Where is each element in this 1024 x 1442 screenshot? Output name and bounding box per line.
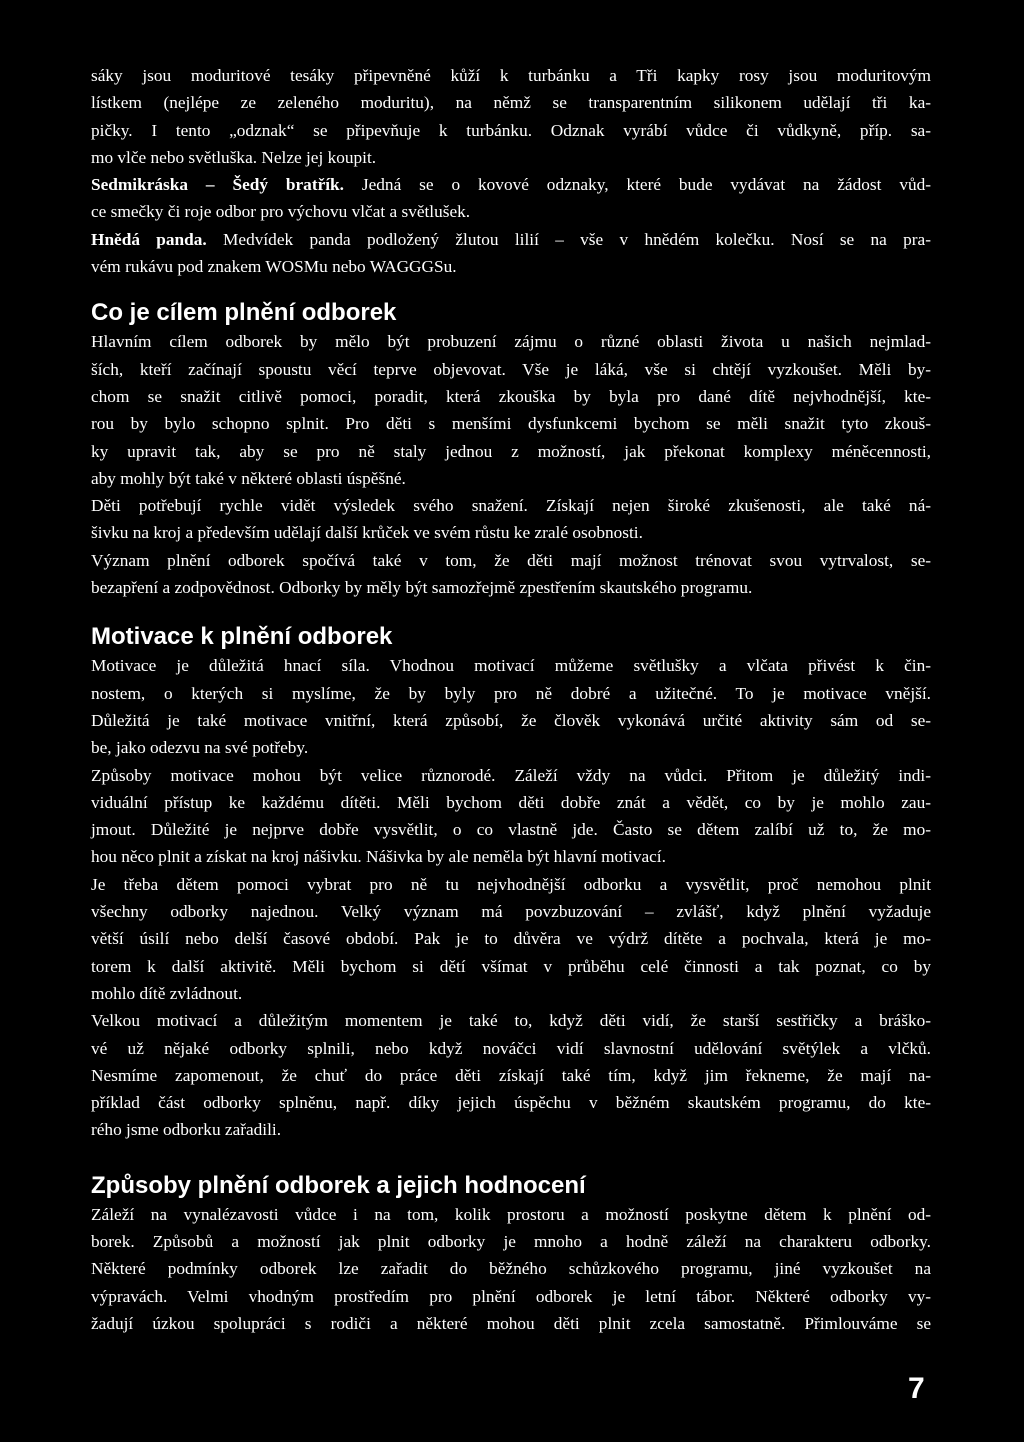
text-line: všechny odborky najednou. Velký význam má povzbuzování – zvlášť, když plnění vyžaduje — [91, 902, 931, 922]
text-line: ce smečky či roje odbor pro výchovu vlčat a světlušek. — [91, 202, 471, 222]
text-line: Děti potřebují rychle vidět výsledek svého snažení. Získají nejen široké zkušenosti, ale také ná- — [91, 496, 931, 516]
text-line: rého jsme odborku zařadili. — [91, 1120, 282, 1140]
text-line: vém rukávu pod znakem WOSMu nebo WAGGGSu. — [91, 257, 457, 277]
panda-text: Medvídek panda podložený žlutou lilií – vše v hnědém kolečku. Nosí se na pra- — [206, 229, 931, 249]
section-heading: Co je cílem plnění odborek — [91, 299, 397, 327]
text-line: aby mohly být také v některé oblasti úspěšné. — [91, 468, 406, 488]
panda-line — [91, 226, 931, 253]
text-line: Velkou motivací a důležitým momentem je také to, když děti vidí, že starší sestřičky a bráško- — [91, 1011, 931, 1031]
text-line: ky upravit tak, aby se pro ně staly jednou z možností, jak překonat komplexy méněcennosti, — [91, 441, 931, 461]
text-line: bezapření a zodpovědnost. Odborky by měly být samozřejmě zpestřením skautského programu. — [91, 578, 753, 598]
sedmikraska-line — [91, 171, 931, 198]
text-line: větší úsilí nebo delší časové období. Pak je to důvěra ve výdrž dítěte a pochvala, která je mo- — [91, 929, 931, 949]
text-line: žadují úzkou spolupráci s rodiči a některé mohou děti plnit zcela samostatně. Přimlouváme se — [91, 1313, 931, 1333]
text-line: vé už nějaké odborky splnili, nebo když nováčci vidí slavnostní udělování světýlek a vlčků. — [91, 1038, 931, 1058]
text-line: Motivace je důležitá hnací síla. Vhodnou motivací můžeme světlušky a vlčata přivést k čin- — [91, 656, 931, 676]
panda-term: Hnědá panda. — [91, 229, 207, 249]
text-line: šivku na kroj a především udělají další krůček ve svém růstu ke zralé osobnosti. — [91, 523, 643, 543]
text-line: borek. Způsobů a možností jak plnit odborky je mnoho a hodně záleží na charakteru odborky. — [91, 1231, 931, 1251]
text-line: Některé podmínky odborek lze zařadit do běžného schůzkového programu, jiné vyzkoušet na — [91, 1259, 931, 1279]
text-line: příklad část odborky splněnu, např. díky jejich úspěchu v běžném skautském programu, do kte- — [91, 1093, 931, 1113]
text-line: Záleží na vynalézavosti vůdce i na tom, kolik prostoru a možností poskytne dětem k plnění od- — [91, 1204, 931, 1224]
text-line: sáky jsou moduritové tesáky připevněné kůží k turbánku a Tři kapky rosy jsou moduritovým — [91, 66, 931, 85]
page-body — [91, 62, 931, 1337]
text-line: jmout. Důležité je nejprve dobře vysvětlit, o co vlastně jde. Často se dětem zalíbí už to, že mo- — [91, 820, 931, 840]
section-goals — [91, 298, 931, 601]
text-line: ších, kteří začínají spoustu věcí teprve objevovat. Vše je láká, vše si chtějí vyzkoušet. Měli by- — [91, 359, 931, 379]
text-line: pičky. I tento „odznak“ se připevňuje k turbánku. Odznak vyrábí vůdce či vůdkyně, příp. sa- — [91, 120, 931, 140]
text-line: Hlavním cílem odborek by mělo být probuzení zájmu o různé oblasti života u našich nejmlad- — [91, 332, 931, 352]
section-heading: Způsoby plnění odborek a jejich hodnocení — [91, 1171, 586, 1199]
text-line: mohlo dítě zvládnout. — [91, 983, 243, 1003]
section-motivation — [91, 622, 931, 1143]
text-line: chom se snažit citlivě pomoci, poradit, která zkouška by byla pro dané dítě nejvhodnější, kte- — [91, 386, 931, 406]
sedmikraska-text: Jedná se o kovové odznaky, které bude vydávat na žádost vůd- — [343, 175, 931, 195]
text-line: mo vlče nebo světluška. Nelze jej koupit. — [91, 147, 377, 167]
text-line: nostem, o kterých si myslíme, že by byly pro ně dobré a užitečné. To je motivace vnější. — [91, 683, 931, 703]
sedmikraska-term: Sedmikráska – Šedý bratřík. — [91, 175, 344, 195]
page-number: 7 — [908, 1372, 925, 1405]
text-line: hou něco plnit a získat na kroj nášivku. Nášivka by ale neměla být hlavní motivací. — [91, 847, 666, 867]
text-line: lístkem (nejlépe ze zeleného moduritu), na němž se transparentním silikonem udělají tři ka- — [91, 93, 931, 113]
text-line: Je třeba dětem pomoci vybrat pro ně tu nejvhodnější odborku a vysvětlit, proč nemohou plnit — [91, 874, 931, 894]
text-line: torem k další aktivitě. Měli bychom si dětí všímat v průběhu celé činnosti a tak poznat, co by — [91, 956, 931, 976]
section-heading: Motivace k plnění odborek — [91, 623, 393, 651]
text-line: rou by bylo schopno splnit. Pro děti s menšími dysfunkcemi bychom se měli snažit tyto zkouš- — [91, 414, 931, 434]
text-line: be, jako odezvu na své potřeby. — [91, 738, 309, 758]
text-line: výpravách. Velmi vhodným prostředím pro plnění odborek je letní tábor. Některé odborky vy- — [91, 1286, 931, 1306]
text-line: viduální přístup ke každému dítěti. Měli bychom děti dobře znát a vědět, co by je mohlo zau- — [91, 792, 931, 812]
intro-block — [91, 62, 931, 280]
text-line: Nesmíme zapomenout, že chuť do práce děti získají také tím, když jim řekneme, že mají na- — [91, 1065, 931, 1085]
text-line: Způsoby motivace mohou být velice různorodé. Záleží vždy na vůdci. Přitom je důležitý indi- — [91, 765, 931, 785]
section-methods — [91, 1171, 931, 1337]
text-line: Důležitá je také motivace vnitřní, která způsobí, že člověk vykonává určité aktivity sám od se- — [91, 710, 931, 730]
text-line: Význam plnění odborek spočívá také v tom, že děti mají možnost trénovat svou vytrvalost, se- — [91, 550, 931, 570]
